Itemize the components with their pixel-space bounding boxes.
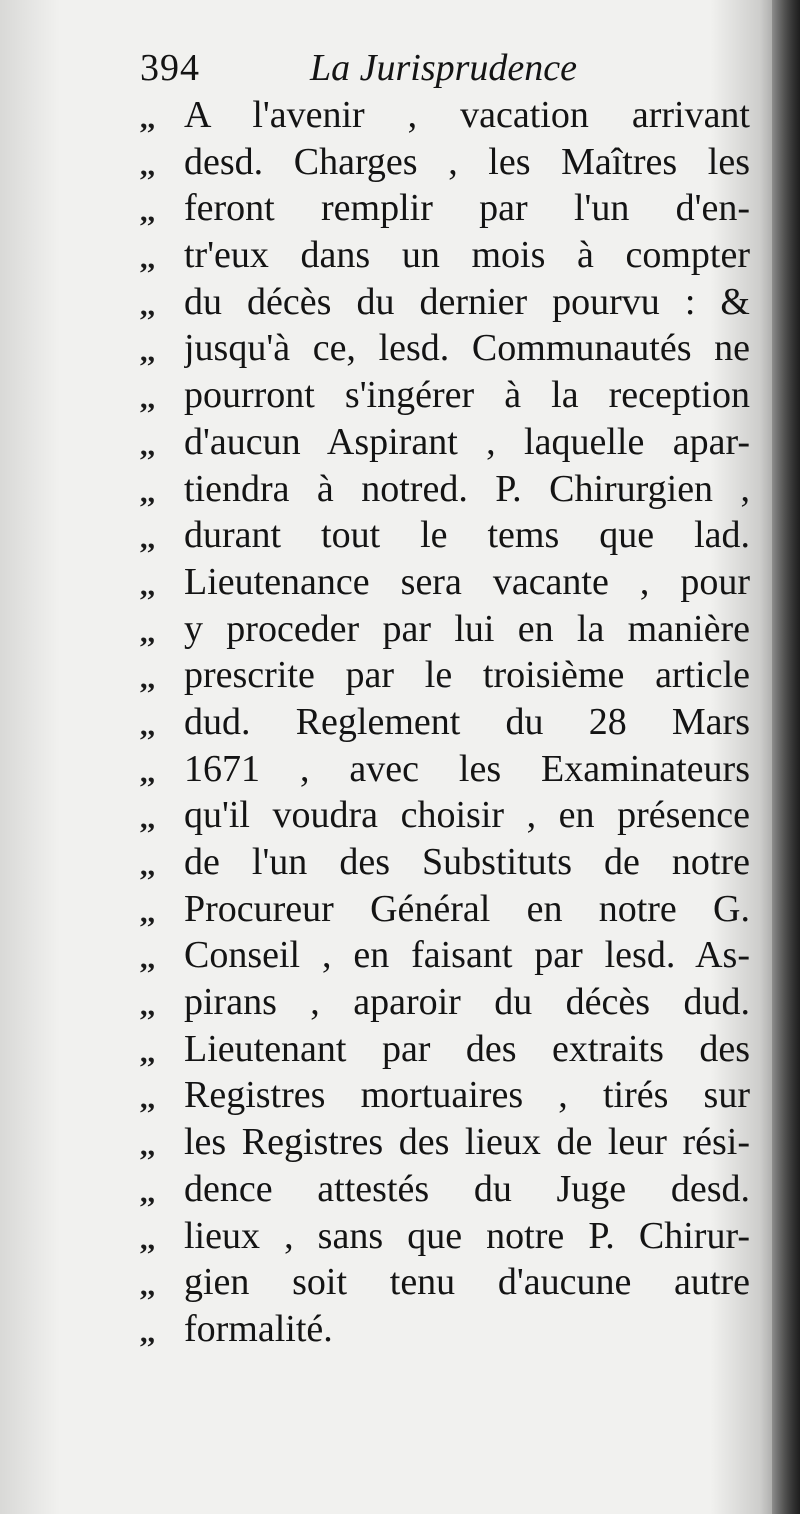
line-text: pourront s'ingérer à la reception	[184, 374, 750, 417]
text-line	[140, 372, 750, 419]
text-line	[140, 606, 750, 653]
quote-mark: ,,	[140, 942, 155, 976]
line-text: prescrite par le troisième article	[184, 654, 750, 697]
line-text: formalité.	[184, 1307, 333, 1350]
text-line	[140, 139, 750, 186]
quote-mark: ,,	[140, 102, 155, 135]
quote-mark: ,,	[140, 522, 155, 556]
line-text: Registres mortuaires , tirés sur	[184, 1074, 750, 1117]
line-text: desd. Charges , les Maîtres les	[184, 140, 750, 183]
quote-mark: ,,	[140, 1082, 155, 1116]
line-text: 1671 , avec les Examinateurs	[184, 747, 750, 790]
text-line	[140, 512, 750, 559]
line-text: les Registres des lieux de leur rési-	[184, 1121, 750, 1164]
text-line	[140, 979, 750, 1026]
text-line	[140, 792, 750, 839]
text-line	[140, 1213, 750, 1260]
quote-mark: ,,	[140, 1222, 155, 1256]
line-text: dud. Reglement du 28 Mars	[184, 700, 750, 743]
text-line	[140, 886, 750, 933]
quote-mark: ,,	[140, 989, 155, 1023]
running-title: La Jurisprudence	[310, 47, 578, 89]
quote-mark: ,,	[140, 662, 155, 696]
text-line	[140, 1026, 750, 1073]
quote-mark: ,,	[140, 1035, 155, 1069]
line-text: tiendra à notred. P. Chirurgien ,	[184, 467, 750, 510]
text-line	[140, 232, 750, 279]
line-text: du décès du dernier pourvu : &	[184, 280, 750, 323]
text-line	[140, 559, 750, 606]
line-text: Lieutenance sera vacante , pour	[184, 560, 750, 603]
text-line	[140, 466, 750, 513]
line-text: Procureur Général en notre G.	[184, 887, 750, 930]
text-line	[140, 932, 750, 979]
quote-mark: ,,	[140, 335, 155, 369]
line-text: durant tout le tems que lad.	[184, 514, 750, 557]
quote-mark: ,,	[140, 849, 155, 882]
line-text: Lieutenant par des extraits des	[184, 1027, 750, 1070]
page-header	[140, 40, 740, 96]
line-text: gien soit tenu d'aucune autre	[184, 1261, 750, 1304]
page-number: 394	[140, 47, 200, 89]
quote-mark: ,,	[140, 475, 155, 509]
text-line	[140, 419, 750, 466]
quote-mark: ,,	[140, 755, 155, 789]
text-line	[140, 652, 750, 699]
text-line	[140, 92, 750, 139]
text-line	[140, 1119, 750, 1166]
line-text: pirans , aparoir du décès dud.	[184, 981, 750, 1024]
quote-mark: ,,	[140, 195, 155, 229]
text-line	[140, 325, 750, 372]
quote-mark: ,,	[140, 615, 155, 649]
quote-mark: ,,	[140, 288, 155, 322]
line-text: jusqu'à ce, lesd. Communautés ne	[184, 327, 750, 370]
quote-mark: ,,	[140, 1315, 155, 1349]
text-line	[140, 839, 750, 886]
text-line	[140, 699, 750, 746]
body-text	[140, 92, 750, 1353]
quote-mark: ,,	[140, 568, 155, 602]
text-line	[140, 746, 750, 793]
line-text: tr'eux dans un mois à compter	[184, 234, 750, 277]
text-line	[140, 185, 750, 232]
line-text: feront remplir par l'un d'en-	[184, 187, 750, 230]
text-line	[140, 1259, 750, 1306]
line-text: A l'avenir , vacation arrivant	[184, 94, 750, 136]
text-line	[140, 1306, 750, 1353]
quote-mark: ,,	[140, 708, 155, 742]
text-line	[140, 1072, 750, 1119]
line-text: d'aucun Aspirant , laquelle apar-	[184, 420, 750, 463]
line-text: de l'un des Substituts de notre	[184, 841, 750, 883]
line-text: dence attestés du Juge desd.	[184, 1167, 750, 1210]
quote-mark: ,,	[140, 802, 155, 836]
quote-mark: ,,	[140, 1175, 155, 1209]
line-text: y proceder par lui en la manière	[184, 607, 750, 650]
text-line	[140, 279, 750, 326]
line-text: qu'il voudra choisir , en présence	[184, 794, 750, 837]
quote-mark: ,,	[140, 428, 155, 462]
quote-mark: ,,	[140, 242, 155, 276]
quote-mark: ,,	[140, 1269, 155, 1303]
quote-mark: ,,	[140, 1129, 155, 1163]
page-gutter-shadow	[772, 0, 800, 1514]
text-line	[140, 1166, 750, 1213]
quote-mark: ,,	[140, 895, 155, 929]
line-text: Conseil , en faisant par lesd. As-	[184, 934, 750, 977]
quote-mark: ,,	[140, 148, 155, 182]
quote-mark: ,,	[140, 382, 155, 416]
line-text: lieux , sans que notre P. Chirur-	[184, 1214, 750, 1257]
